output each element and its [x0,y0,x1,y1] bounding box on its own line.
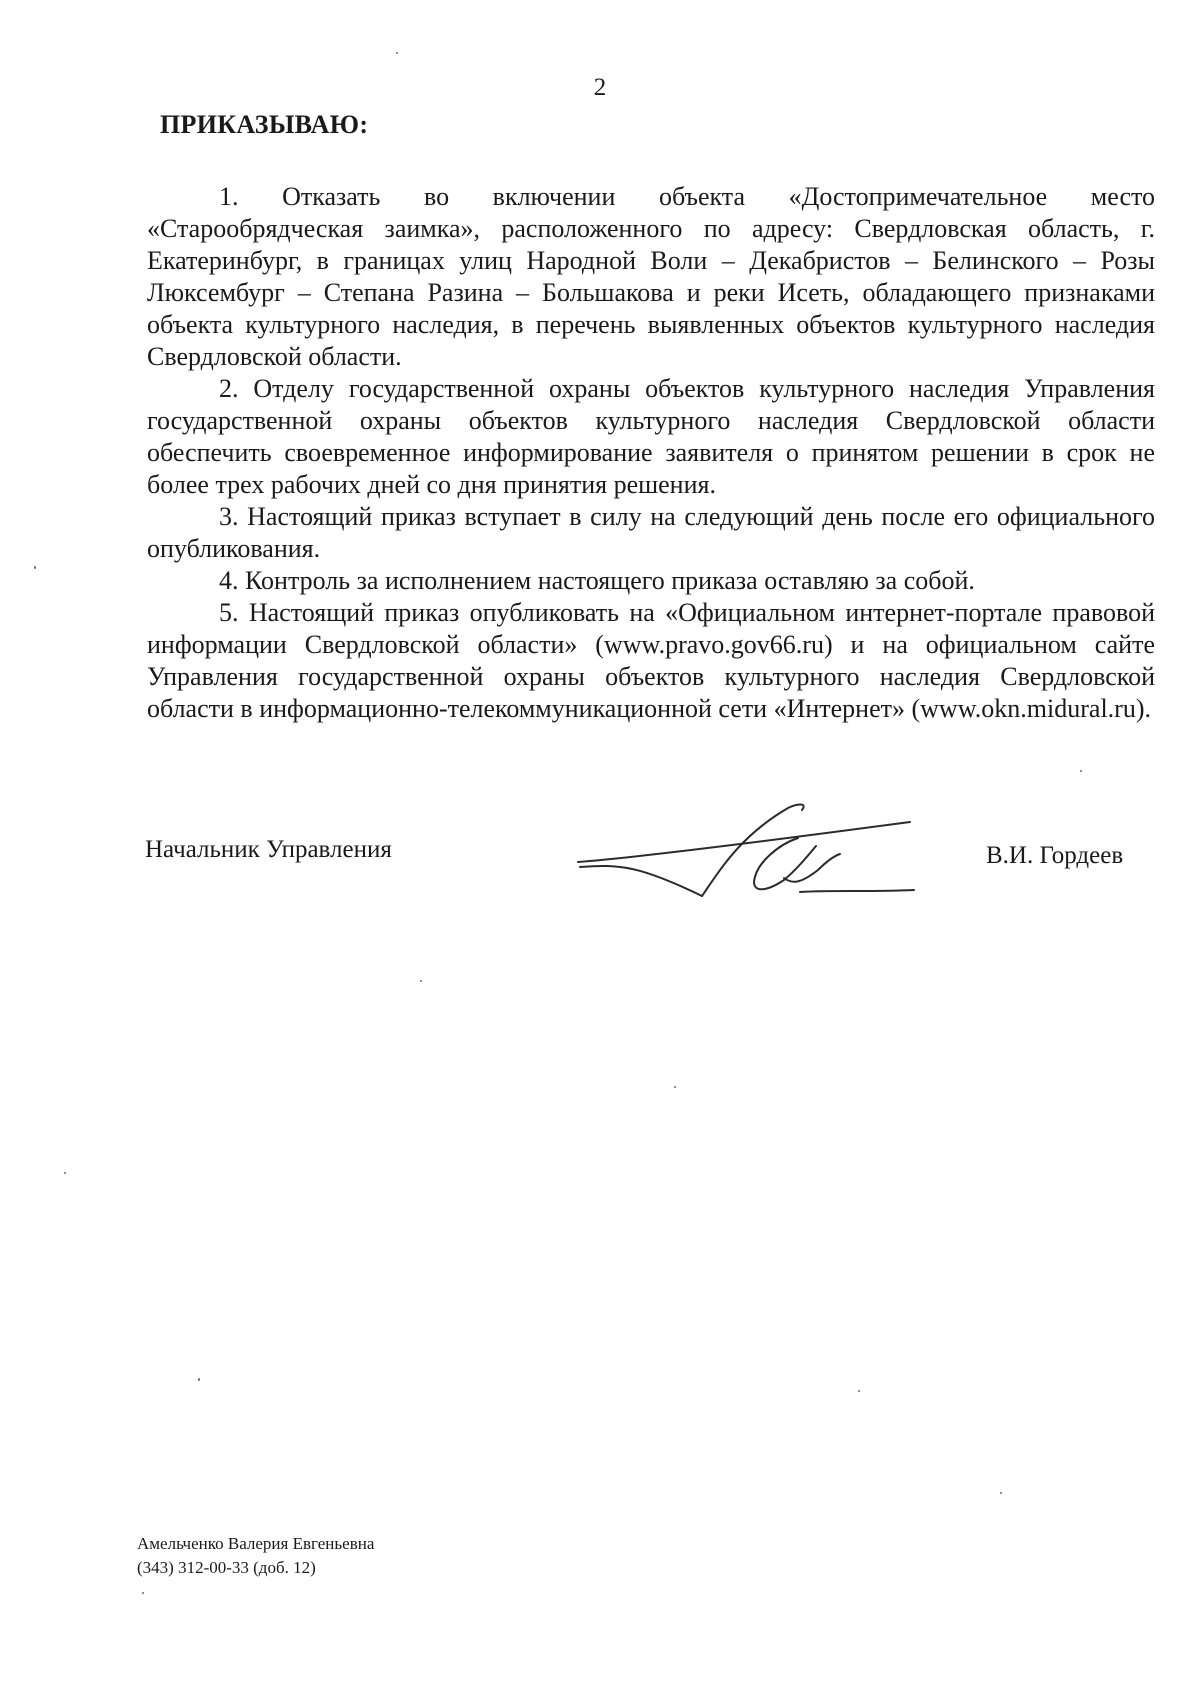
scan-speck [1080,770,1082,772]
order-item-5: 5. Настоящий приказ опубликовать на «Официальном интернет-портале правовой информации Свердловской области» (www.pravo.gov66.ru) и на официальном сайте Управления государственной охраны объектов культурного наследия Свердловской области в информационно-телекоммуникационной сети «Интернет» (www.okn.midural.ru). [147,598,1155,723]
page-number: 2 [593,74,607,101]
order-item-3: 3. Настоящий приказ вступает в силу на следующий день после его официального опубликования. [147,502,1155,563]
scan-speck [674,1086,676,1088]
scan-speck [396,52,398,54]
contact-block [137,1532,374,1580]
signature-block [0,800,1200,910]
order-item-2: 2. Отделу государственной охраны объектов культурного наследия Управления государственной охраны объектов культурного наследия Свердловской области обеспечить своевременное информирование заявителя о принятом решении в срок не более трех рабочих дней со дня принятия решения. [147,374,1155,499]
order-item-1: 1. Отказать во включении объекта «Достопримечательное место «Старообрядческая заимка», расположенного по адресу: Свердловская область, г. Екатеринбург, в границах улиц Народной Воли – Декабристов – Белинского – Розы Люксембург – Степана Разина – Большакова и реки Исеть, обладающего признаками объекта культурного наследия, в перечень выявленных объектов культурного наследия Свердловской области. [147,182,1155,371]
scan-speck [858,1390,860,1392]
order-heading: ПРИКАЗЫВАЮ: [160,110,369,139]
scan-speck [1000,1492,1002,1494]
order-body [147,181,1155,725]
scan-speck [420,980,422,982]
scan-speck [142,1592,144,1594]
handwritten-signature [570,800,930,910]
scan-speck [198,1378,200,1381]
order-item-4: 4. Контроль за исполнением настоящего приказа оставляю за собой. [219,566,975,595]
contact-person: Амельченко Валерия Евгеньевна [137,1534,375,1553]
scan-speck [64,1172,66,1174]
contact-phone: (343) 312-00-33 (доб. 12) [137,1558,316,1577]
signer-title: Начальник Управления [145,836,392,863]
signer-name: В.И. Гордеев [986,842,1124,869]
scan-speck [34,566,36,569]
